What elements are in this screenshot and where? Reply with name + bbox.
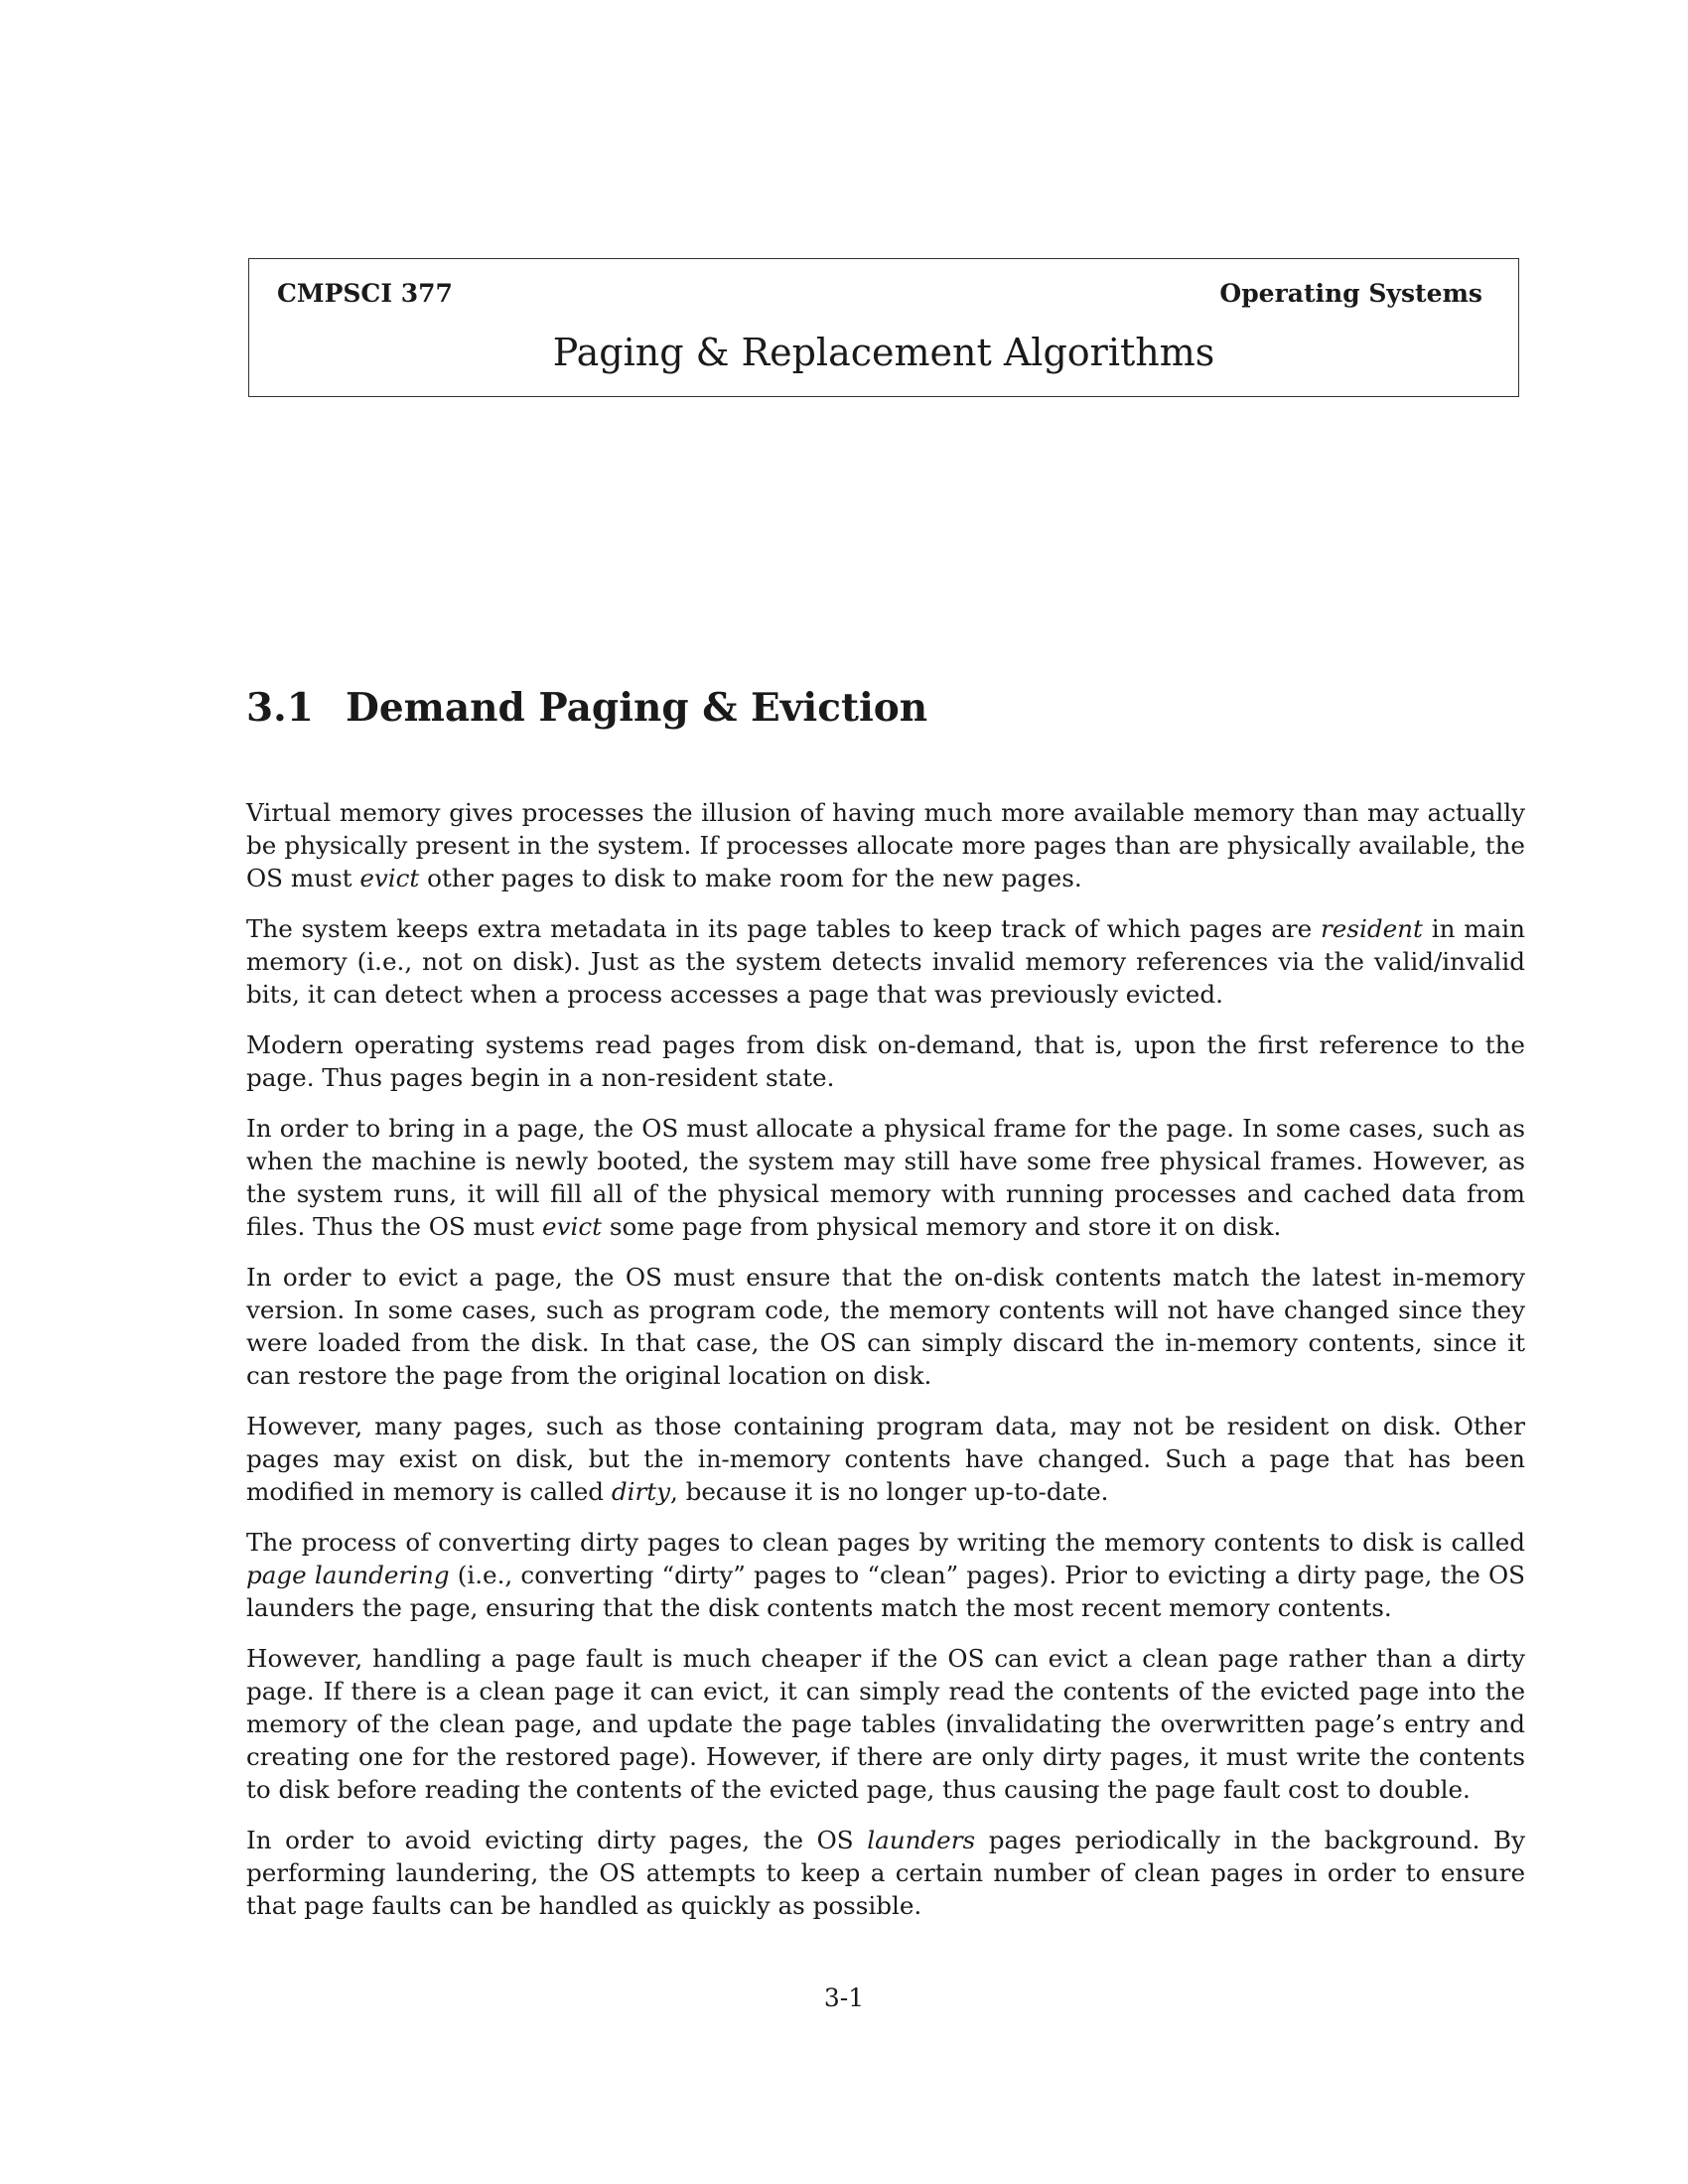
text-run: In order to bring in a page, the OS must allocate a physical frame for the page. In some cases, such as when the machine is newly booted, the system may still have some free physical frames. However, as the system runs, it will fill all of the physical memory with running processes and cached data from files. Thus the OS must (246, 1114, 1525, 1241)
text-run: The system keeps extra metadata in its page tables to keep track of which pages are (246, 914, 1322, 943)
text-run: some page from physical memory and store it on disk. (602, 1212, 1282, 1241)
emphasis-term: page laundering (246, 1561, 450, 1589)
emphasis-term: launders (867, 1826, 976, 1854)
paragraph (246, 1112, 1525, 1243)
paragraph (246, 796, 1525, 894)
course-subject: Operating Systems (1219, 279, 1482, 308)
lecture-title: Paging & Replacement Algorithms (552, 331, 1215, 374)
page-number: 3-1 (823, 1983, 865, 2012)
section-title: Demand Paging & Eviction (346, 685, 928, 731)
text-run: pages periodically in the background. By performing laundering, the OS attempts to keep a certain number of clean pages in order to ensure that page faults can be handled as quickly as possible. (246, 1826, 1525, 1920)
emphasis-term: evict (359, 864, 420, 892)
text-run: in main memory (i.e., not on disk). Just as the system detects invalid memory references via the valid/invalid bits, it can detect when a process accesses a page that was previously evicted. (246, 914, 1525, 1009)
section-heading (246, 685, 927, 731)
paragraph (246, 1410, 1525, 1508)
text-run: (i.e., converting “dirty” pages to “clean” pages). Prior to evicting a dirty page, the OS launders the page, ensuring that the disk contents match the most recent memory contents. (246, 1561, 1525, 1622)
paragraph: In order to evict a page, the OS must ensure that the on-disk contents match the latest in-memory version. In some cases, such as program code, the memory contents will not have changed since they were loaded from the disk. In that case, the OS can simply discard the in-memory contents, since it can restore the page from the original location on disk. (246, 1263, 1525, 1390)
lecture-header-box (248, 258, 1519, 397)
body-text (246, 796, 1525, 1940)
paragraph: Modern operating systems read pages from disk on-demand, that is, upon the first reference to the page. Thus pages begin in a non-resident state. (246, 1030, 1525, 1092)
paragraph: However, handling a page fault is much cheaper if the OS can evict a clean page rather than a dirty page. If there is a clean page it can evict, it can simply read the contents of the evicted page into the memory of the clean page, and update the page tables (invalidating the overwritten page’s entry and creating one for the restored page). However, if there are only dirty pages, it must write the contents to disk before reading the contents of the evicted page, thus causing the page fault cost to double. (246, 1644, 1525, 1804)
text-run: , because it is no longer up-to-date. (670, 1477, 1109, 1506)
text-run: Virtual memory gives processes the illusion of having much more available memory than may actually be physically present in the system. If processes allocate more pages than are physically available, the OS must (246, 798, 1525, 892)
paragraph (246, 1824, 1525, 1922)
paragraph (246, 1526, 1525, 1624)
text-run: The process of converting dirty pages to clean pages by writing the memory contents to disk is called (246, 1528, 1525, 1557)
text-run: other pages to disk to make room for the new pages. (419, 864, 1082, 892)
text-run: In order to avoid evicting dirty pages, the OS (246, 1826, 868, 1854)
emphasis-term: evict (542, 1212, 602, 1241)
emphasis-term: resident (1321, 914, 1423, 943)
section-number: 3.1 (246, 685, 314, 731)
emphasis-term: dirty (611, 1477, 670, 1506)
course-code: CMPSCI 377 (277, 279, 453, 308)
text-run: However, many pages, such as those containing program data, may not be resident on disk. Other pages may exist on disk, but the in-memory contents have changed. Such a page that has been modified in memory is called (246, 1412, 1525, 1506)
paragraph (246, 912, 1525, 1011)
